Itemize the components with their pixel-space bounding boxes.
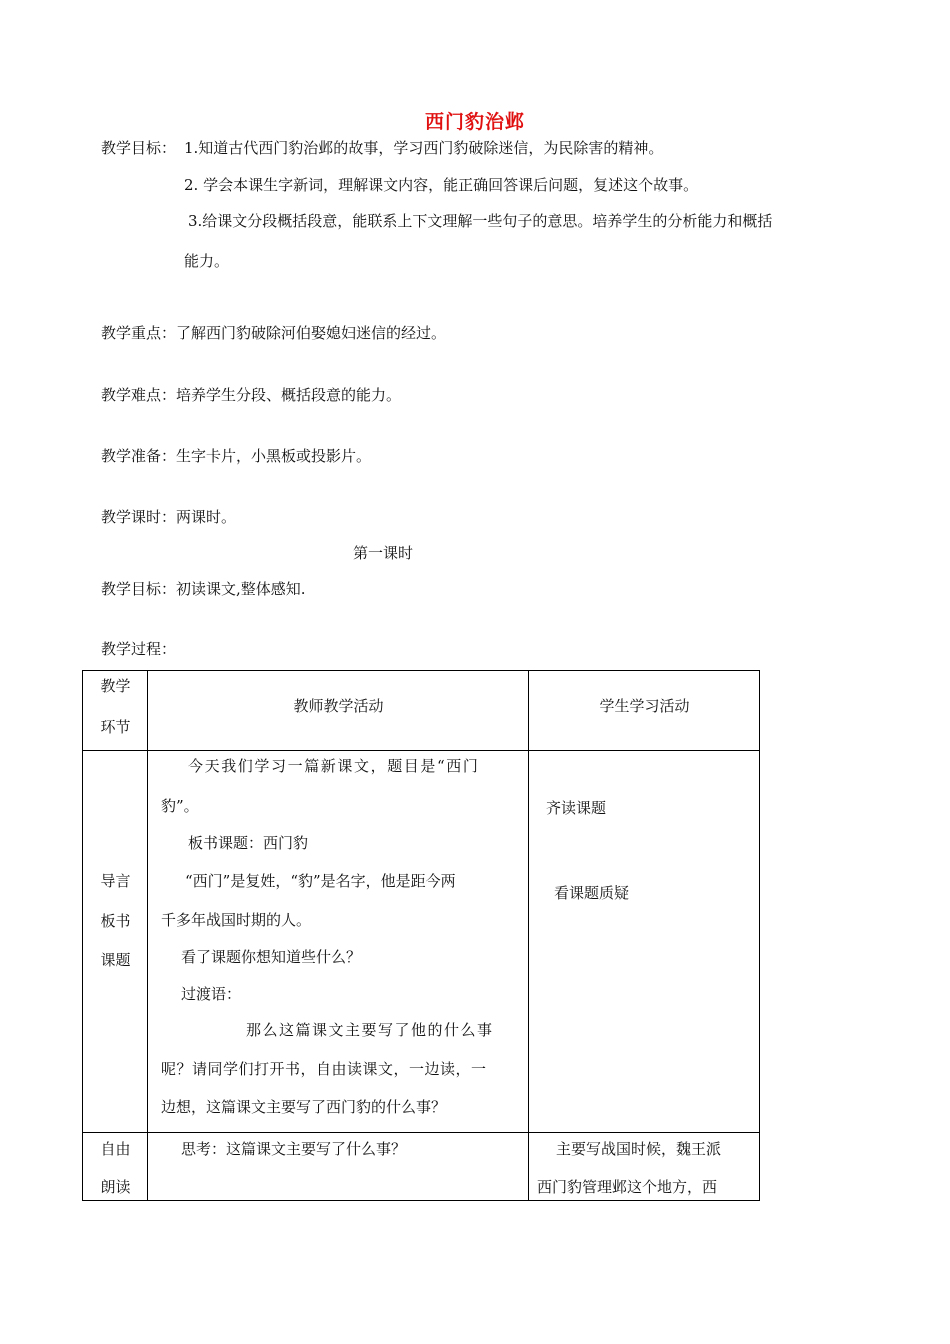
lesson-table <box>82 670 760 1201</box>
header-student: 学生学习活动 <box>599 697 690 715</box>
teacher-line: 思考：这篇课文主要写了什么事？ <box>181 1140 407 1158</box>
row2-teacher-cell <box>148 1133 529 1201</box>
row2-stage-cell <box>83 1133 148 1201</box>
student-line: 主要写战国时候，魏王派 <box>556 1140 722 1158</box>
row1-stage-cell <box>83 751 148 1133</box>
row2-stage-line: 自由 <box>100 1140 131 1158</box>
table-header-row <box>83 671 760 751</box>
header-stage-line-1: 教学 <box>100 677 131 695</box>
teacher-line: 那么这篇课文主要写了他的什么事 <box>246 1021 494 1039</box>
teacher-line: 豹”。 <box>161 797 199 815</box>
teacher-line: 边想，这篇课文主要写了西门豹的什么事？ <box>161 1098 447 1116</box>
teacher-line: 今天我们学习一篇新课文，题目是“西门 <box>188 757 480 775</box>
header-student-cell <box>529 671 760 751</box>
header-teacher-cell <box>148 671 529 751</box>
row1-teacher-cell <box>148 751 529 1133</box>
student-line: 看课题质疑 <box>554 884 630 902</box>
teacher-line: “西门”是复姓，“豹”是名字，他是距今两 <box>185 872 456 890</box>
process-label: 教学过程： <box>101 640 177 658</box>
teacher-line: 千多年战国时期的人。 <box>161 911 312 929</box>
header-stage-cell <box>83 671 148 751</box>
student-line: 齐读课题 <box>546 799 607 817</box>
teacher-line: 过渡语： <box>181 985 242 1003</box>
objective-item-2: 2. 学会本课生字新词，理解课文内容，能正确回答课后问题，复述这个故事。 <box>184 176 699 194</box>
teacher-line: 看了课题你想知道些什么？ <box>181 948 362 966</box>
row2-student-cell <box>529 1133 760 1201</box>
table-row <box>83 751 760 1133</box>
row1-stage-line: 板书 <box>100 912 131 930</box>
objective-item-1: 1.知道古代西门豹治邺的故事，学习西门豹破除迷信，为民除害的精神。 <box>184 139 664 157</box>
row1-stage-line: 导言 <box>100 872 131 890</box>
objective-item-3-line-1: 3.给课文分段概括段意，能联系上下文理解一些句子的意思。培养学生的分析能力和概括 <box>188 212 773 230</box>
document-title: 西门豹治邺 <box>424 111 525 133</box>
key-point: 教学重点：了解西门豹破除河伯娶媳妇迷信的经过。 <box>101 324 447 342</box>
objective-item-3-line-2: 能力。 <box>184 252 230 270</box>
row1-stage-line: 课题 <box>100 951 131 969</box>
teacher-line: 板书课题：西门豹 <box>188 834 309 852</box>
first-period-objective: 教学目标：初读课文,整体感知. <box>101 580 306 598</box>
first-period-heading: 第一课时 <box>353 544 414 562</box>
difficulty: 教学难点：培养学生分段、概括段意的能力。 <box>101 386 402 404</box>
student-line: 西门豹管理邺这个地方，西 <box>537 1178 718 1196</box>
objectives-label: 教学目标： <box>101 139 177 157</box>
preparation: 教学准备：生字卡片，小黑板或投影片。 <box>101 447 372 465</box>
row2-stage-line: 朗读 <box>100 1178 131 1196</box>
header-stage-line-2: 环节 <box>100 718 131 736</box>
row1-student-cell <box>529 751 760 1133</box>
table-row <box>83 1133 760 1201</box>
teacher-line: 呢？请同学们打开书，自由读课文，一边读，一 <box>161 1060 487 1078</box>
periods: 教学课时：两课时。 <box>101 508 237 526</box>
header-teacher: 教师教学活动 <box>293 697 384 715</box>
